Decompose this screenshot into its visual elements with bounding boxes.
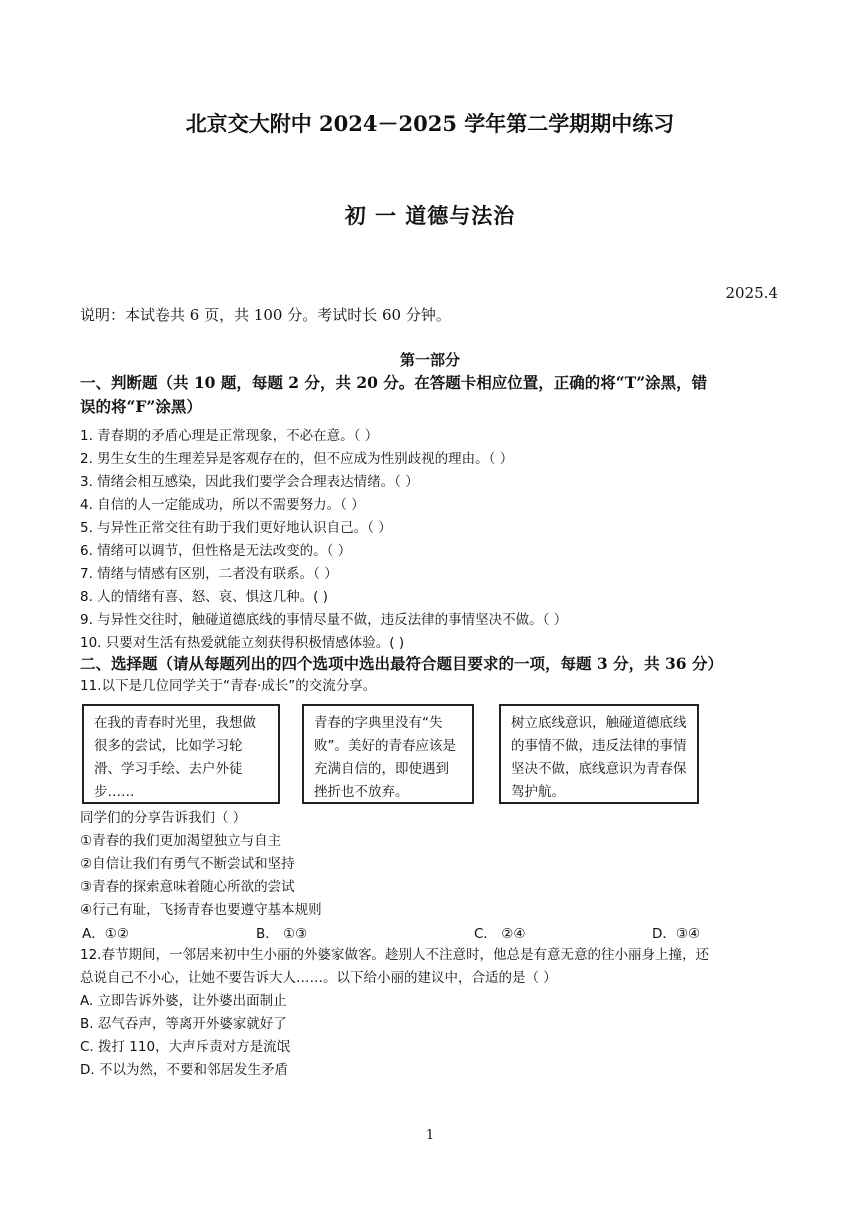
q11-option-a: A．①② [82, 926, 129, 942]
section1-heading [80, 371, 780, 419]
judge-item-8: 8. 人的情绪有喜、怒、哀、惧这几种。( ) [80, 589, 328, 605]
judge-item-4: 4. 自信的人一定能成功，所以不需要努力。（ ） [80, 497, 365, 513]
q11-statement-4: ④行己有耻，飞扬青春也要遵守基本规则 [80, 902, 322, 918]
q11-stem: 11.以下是几位同学关于“青春·成长”的交流分享。 [80, 678, 377, 694]
judge-item-2: 2. 男生女生的生理差异是客观存在的，但不应成为性别歧视的理由。（ ） [80, 451, 514, 467]
q11-share-box-2: 青春的字典里没有“失败”。美好的青春应该是充满自信的，即使遇到挫折也不放弃。 [302, 704, 474, 804]
judge-item-10: 10. 只要对生活有热爱就能立刻获得积极情感体验。( ) [80, 635, 405, 651]
q12-stem-line1: 12.春节期间，一邻居来初中生小丽的外婆家做客。趁别人不注意时，他总是有意无意的往小丽身上撞，还 [80, 947, 709, 963]
q11-statement-1: ①青春的我们更加渴望独立与自主 [80, 833, 282, 849]
exam-instructions: 说明：本试卷共 6 页，共 100 分。考试时长 60 分钟。 [80, 306, 451, 324]
judge-item-5: 5. 与异性正常交往有助于我们更好地认识自己。（ ） [80, 520, 392, 536]
q12-option-c: C. 拨打 110，大声斥责对方是流氓 [80, 1039, 291, 1055]
part-label: 第一部分 [399, 351, 460, 369]
section1-heading-line2: 误的将“F”涂黑） [80, 397, 202, 416]
q11-prompt: 同学们的分享告诉我们（ ） [80, 810, 247, 826]
q12-stem-line2: 总说自己不小心，让她不要告诉大人……。以下给小丽的建议中，合适的是（ ） [80, 970, 557, 986]
q11-option-b: B． ①③ [256, 926, 308, 942]
page-number: 1 [425, 1128, 435, 1143]
section1-heading-line1: 一、判断题（共 10 题，每题 2 分，共 20 分。在答题卡相应位置，正确的将“T”涂黑，错 [80, 373, 708, 392]
q11-option-c: C． ②④ [474, 926, 526, 942]
judge-item-7: 7. 情绪与情感有区别，二者没有联系。（ ） [80, 566, 338, 582]
q11-share-box-3: 树立底线意识，触碰道德底线的事情不做，违反法律的事情坚决不做，底线意识为青春保驾护航。 [499, 704, 699, 804]
q11-share-box-1: 在我的青春时光里，我想做很多的尝试，比如学习轮滑、学习手绘、去户外徒步…… [82, 704, 280, 804]
q11-option-d: D．③④ [652, 926, 701, 942]
judge-item-9: 9. 与异性交往时，触碰道德底线的事情尽量不做，违反法律的事情坚决不做。（ ） [80, 612, 568, 628]
q12-option-b: B. 忍气吞声，等离开外婆家就好了 [80, 1016, 287, 1032]
exam-title: 北京交大附中 2024－2025 学年第二学期期中练习 [185, 111, 675, 136]
judge-item-3: 3. 情绪会相互感染，因此我们要学会合理表达情绪。（ ） [80, 474, 419, 490]
exam-subject: 初 一 道德与法治 [344, 203, 516, 228]
q11-statement-3: ③青春的探索意味着随心所欲的尝试 [80, 879, 295, 895]
section2-heading: 二、选择题（请从每题列出的四个选项中选出最符合题目要求的一项，每题 3 分，共 36 分） [80, 654, 723, 673]
judge-item-1: 1. 青春期的矛盾心理是正常现象，不必在意。（ ） [80, 428, 379, 444]
q12-option-d: D. 不以为然，不要和邻居发生矛盾 [80, 1062, 288, 1078]
exam-date: 2025.4 [725, 284, 778, 302]
q11-statement-2: ②自信让我们有勇气不断尝试和坚持 [80, 856, 295, 872]
judge-item-6: 6. 情绪可以调节，但性格是无法改变的。（ ） [80, 543, 352, 559]
q12-option-a: A. 立即告诉外婆，让外婆出面制止 [80, 993, 287, 1009]
